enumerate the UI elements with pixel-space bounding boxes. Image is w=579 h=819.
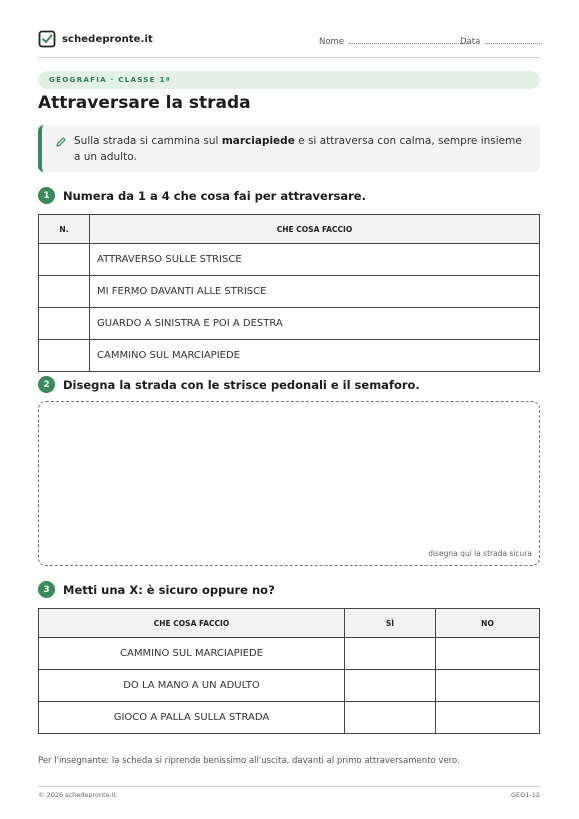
exercise-3-table: [38, 608, 540, 734]
brand-name: schedepronte.it: [62, 33, 153, 45]
action-cell: MI FERMO DAVANTI ALLE STRISCE: [90, 276, 540, 308]
column-header: CHE COSA FACCIO: [39, 609, 345, 638]
teacher-note: Per l'insegnante: la scheda si riprende benissimo all'uscita, davanti al primo attraversamento vero.: [38, 756, 460, 766]
table-row: [39, 276, 540, 308]
exercise-prompt: Disegna la strada con le strisce pedonali e il semaforo.: [63, 377, 420, 392]
no-cell[interactable]: [436, 702, 540, 734]
no-cell[interactable]: [436, 638, 540, 670]
exercise-3-heading: [38, 581, 275, 598]
category-pill: [38, 71, 540, 89]
column-header: N.: [39, 215, 90, 244]
number-cell[interactable]: [39, 308, 90, 340]
pencil-icon: [55, 136, 67, 148]
check-document-icon: [38, 30, 56, 48]
exercise-2-heading: [38, 376, 420, 393]
info-note: [38, 125, 540, 172]
table-row: [39, 638, 540, 670]
header-divider: [38, 57, 540, 58]
no-cell[interactable]: [436, 670, 540, 702]
exercise-prompt: Numera da 1 a 4 che cosa fai per attraversare.: [63, 188, 366, 203]
table-row: [39, 702, 540, 734]
page-title: Attraversare la strada: [38, 93, 251, 113]
exercise-number: 2: [38, 376, 55, 393]
column-header: SÌ: [345, 609, 436, 638]
action-cell: CAMMINO SUL MARCIAPIEDE: [39, 638, 345, 670]
number-cell[interactable]: [39, 244, 90, 276]
number-cell[interactable]: [39, 276, 90, 308]
action-cell: GIOCO A PALLA SULLA STRADA: [39, 702, 345, 734]
exercise-prompt: Metti una X: è sicuro oppure no?: [63, 582, 275, 597]
table-row: [39, 670, 540, 702]
date-label: Data: [460, 37, 481, 47]
name-line: [349, 35, 469, 44]
action-cell: GUARDO A SINISTRA E POI A DESTRA: [90, 308, 540, 340]
date-field[interactable]: [460, 35, 540, 47]
column-header: CHE COSA FACCIO: [90, 215, 540, 244]
date-line: [485, 35, 540, 44]
drawing-hint: disegna qui la strada sicura: [428, 549, 532, 558]
exercise-number: 1: [38, 187, 55, 204]
copyright: © 2026 schedepronte.it: [38, 791, 117, 799]
brand: [38, 30, 153, 48]
table-row: [39, 340, 540, 372]
worksheet-code: GEO1-12: [510, 791, 540, 799]
exercise-1-heading: [38, 187, 366, 204]
exercise-1-table: [38, 214, 540, 372]
number-cell[interactable]: [39, 340, 90, 372]
yes-cell[interactable]: [345, 670, 436, 702]
table-row: [39, 244, 540, 276]
category-label: GEOGRAFIA · CLASSE 1ª: [49, 75, 171, 84]
name-label: Nome: [319, 37, 345, 47]
note-text: Sulla strada si cammina sul marciapiede e si attraversa con calma, sempre insieme a un adulto.: [74, 135, 522, 163]
table-row: [39, 308, 540, 340]
action-cell: CAMMINO SUL MARCIAPIEDE: [90, 340, 540, 372]
exercise-number: 3: [38, 581, 55, 598]
drawing-area[interactable]: [38, 401, 540, 566]
footer-divider: [38, 786, 540, 787]
note-keyword: marciapiede: [221, 135, 295, 147]
action-cell: DO LA MANO A UN ADULTO: [39, 670, 345, 702]
column-header: NO: [436, 609, 540, 638]
name-field[interactable]: [319, 35, 469, 47]
action-cell: ATTRAVERSO SULLE STRISCE: [90, 244, 540, 276]
yes-cell[interactable]: [345, 638, 436, 670]
yes-cell[interactable]: [345, 702, 436, 734]
